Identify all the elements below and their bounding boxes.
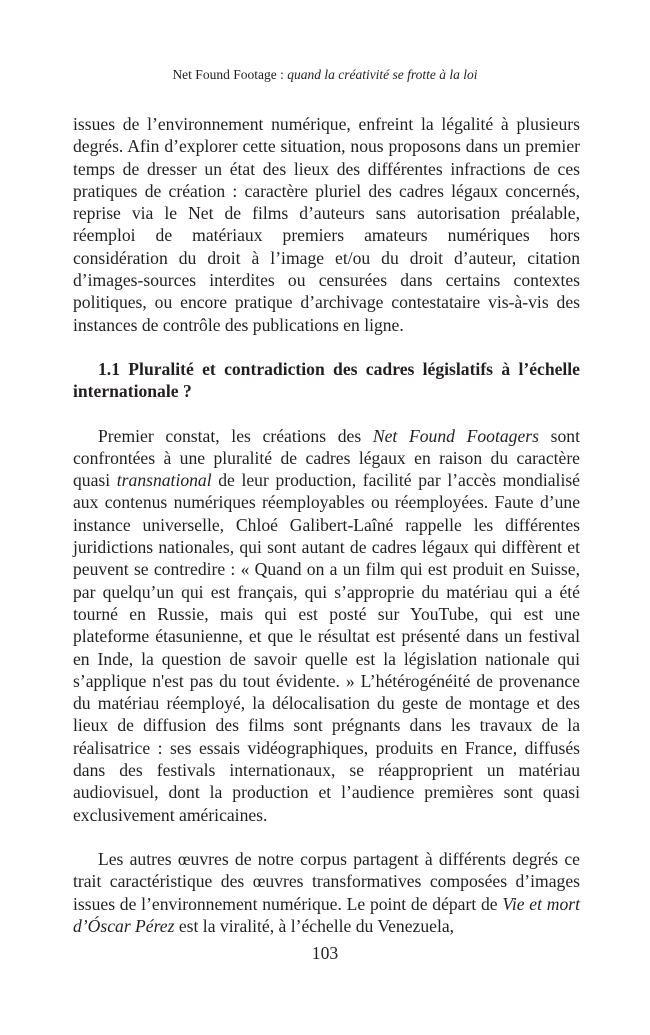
paragraph-3-text-2: est la viralité, à l’échelle du Venezuela,: [174, 915, 455, 936]
running-header: [0, 66, 650, 84]
paragraph-3-text-1: Les autres œuvres de notre corpus partagent à différents degrés ce trait caractéristique des œuvres transformatives composées d’images issues de l’environnement numérique. Le point de départ de: [73, 848, 580, 914]
paragraph-2-italic-2: transnational: [116, 470, 212, 491]
paragraph-2-text-3: de leur production, facilité par l’accès mondialisé aux contenus numériques réemployables ou réemployées. Faute d’une instance universelle, Chloé Galibert-Laîné rappelle les différentes juridictions nationales, qui sont autant de cadres légaux qui diffèrent et peuvent se contredire : « Quand on a un film qui est produit en Suisse, par quelqu’un qui est français, qui s’approprie du matériau qui a été tourné en Russie, mais qui est posté sur YouTube, qui est une plateforme étasunienne, et que le résultat est présenté dans un festival en Inde, la question de savoir quelle est la législation nationale qui s’applique n'est pas du tout évidente. » L’hétérogénéité de provenance du matériau réemployé, la délocalisation du geste de montage et des lieux de diffusion des films sont prégnants dans les travaux de la réalisatrice : ses essais vidéographiques, produits en France, diffusés dans des festivals internationaux, se réapproprient un matériau audiovisuel, dont la production et l’audience premières sont quasi exclusivement américaines.: [73, 470, 580, 825]
paragraph-3-italic-1: Vie et mort d’Óscar Pérez: [73, 893, 581, 936]
body-paragraph-3: [73, 848, 580, 937]
body-paragraph-continued: issues de l’environnement numérique, enfreint la légalité à plusieurs degrés. Afin d’explorer cette situation, nous proposons dans un premier temps de dresser un état des lieux des différentes infractions de ces pratiques de création : caractère pluriel des cadres légaux concernés, reprise via le Net de films d’auteurs sans autorisation préalable, réemploi de matériaux premiers amateurs numériques hors considération du droit à l’image et/ou du droit d’auteur, citation d’images-sources interdites ou censurées dans certains contextes politiques, ou encore pratique d’archivage contestataire vis-à-vis des instances de contrôle des publications en ligne.: [73, 114, 580, 335]
page-body: [73, 113, 580, 937]
running-header-separator: :: [276, 67, 288, 82]
page-number: 103: [311, 943, 339, 963]
running-header-title: Net Found Footage: [172, 67, 277, 82]
body-paragraph-2: [73, 425, 580, 826]
paragraph-2-text-1: Premier constat, les créations des: [98, 425, 373, 446]
paragraph-2-italic-1: Net Found Footagers: [372, 425, 539, 446]
running-header-subtitle: quand la créativité se frotte à la loi: [287, 67, 478, 82]
section-heading: 1.1 Pluralité et contradiction des cadres législatifs à l’échelle internationale ?: [73, 358, 580, 402]
paragraph-2-text-2: sont confrontées à une pluralité de cadres légaux en raison du caractère quasi: [73, 425, 580, 491]
